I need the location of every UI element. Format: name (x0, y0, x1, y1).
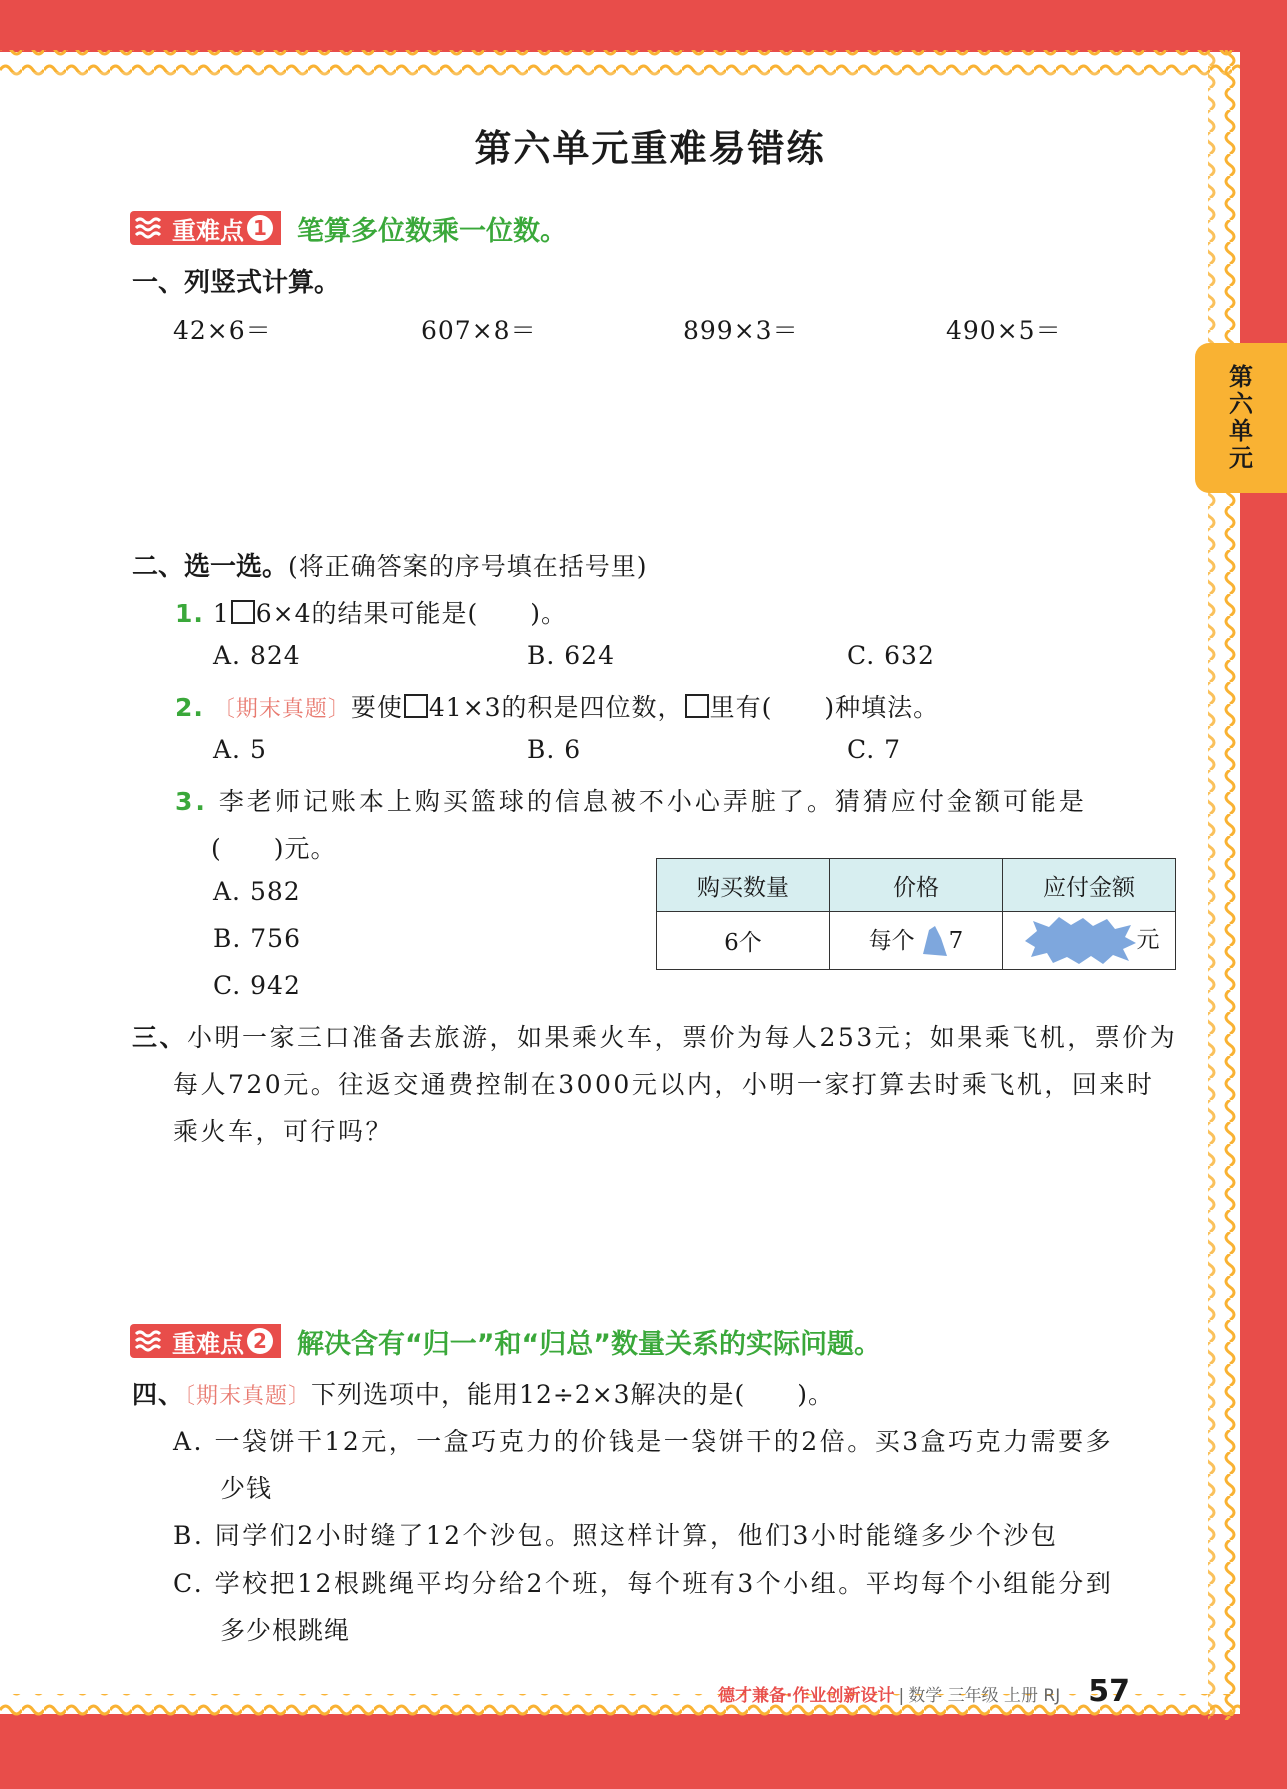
table-header: 价格 (830, 859, 1003, 912)
option: B. 624 (527, 641, 615, 670)
option-letter: B. (173, 1521, 205, 1550)
exam-tag: 〔期末真题〕 (212, 697, 351, 722)
question-text: 41×3的积是四位数， (428, 693, 684, 722)
blank-box (685, 694, 709, 718)
key-point-text: 笔算多位数乘一位数。 (297, 215, 567, 247)
option-a (173, 1422, 1113, 1458)
question-text: 里有( )种填法。 (709, 693, 940, 722)
key-point-label (168, 1324, 281, 1358)
key-point-label (168, 211, 281, 245)
question-text: 6×4的结果可能是( )。 (255, 599, 568, 628)
amount-unit: 元 (1136, 926, 1160, 953)
option: C. 942 (213, 971, 301, 1000)
section-2-heading (132, 546, 648, 583)
key-point-label-text: 重难点 (172, 216, 244, 245)
option: C. 7 (847, 735, 902, 764)
option-b (173, 1516, 1058, 1552)
option-text: 一袋饼干12元，一盒巧克力的价钱是一袋饼干的2倍。买3盒巧克力需要多 (214, 1427, 1114, 1456)
section-3-line: 乘火车，可行吗？ (173, 1117, 394, 1146)
table-header: 应付金额 (1003, 859, 1176, 912)
footer-separator: | (898, 1686, 905, 1706)
table-header: 购买数量 (657, 859, 830, 912)
purchase-table (656, 858, 1176, 970)
blank-box (404, 694, 428, 718)
waves-icon (130, 211, 168, 245)
exam-tag: 〔期末真题〕 (184, 1384, 312, 1409)
calc-problem: 490×5＝ (946, 316, 1062, 345)
unit-side-tab (1195, 343, 1287, 493)
ink-blot (1019, 917, 1137, 965)
section-3-line: 三、小明一家三口准备去旅游，如果乘火车，票价为每人253元；如果乘飞机，票价为 (132, 1023, 1178, 1052)
option-a-cont: 少钱 (220, 1474, 273, 1503)
section-1-heading: 一、列竖式计算。 (132, 268, 341, 298)
section-2-note: (将正确答案的序号填在括号里) (288, 552, 648, 581)
option: B. 756 (213, 924, 301, 953)
side-tab-char: 单 (1229, 417, 1253, 445)
option-letter: A. (173, 1427, 205, 1456)
key-point-number: 2 (247, 1328, 273, 1354)
question-number: 3. (175, 787, 208, 816)
key-point-label-text: 重难点 (172, 1329, 244, 1358)
section-2-title: 二、选一选。 (132, 552, 289, 582)
question-text: ( )元。 (211, 834, 337, 863)
table-cell: 6个 (657, 912, 830, 970)
question-text: 要使 (350, 693, 403, 722)
option-c-cont: 多少根跳绳 (220, 1616, 351, 1645)
option: A. 582 (213, 877, 301, 906)
footer-info: 数学 三年级 上册 RJ (908, 1686, 1061, 1706)
calc-problem: 607×8＝ (421, 316, 537, 345)
waves-icon (130, 1324, 168, 1358)
question-2-1 (175, 594, 567, 630)
option-c (173, 1564, 1113, 1600)
option-text: 同学们2小时缝了12个沙包。照这样计算，他们3小时能缝多少个沙包 (214, 1521, 1059, 1550)
page-title: 第六单元重难易错练 (474, 127, 826, 170)
side-tab-char: 六 (1229, 390, 1253, 418)
ink-blot (915, 924, 949, 960)
option-letter: C. (173, 1569, 205, 1598)
calc-problem: 42×6＝ (173, 316, 272, 345)
page-number: 57 (1088, 1674, 1130, 1709)
option-text: 学校把12根跳绳平均分给2个班，每个班有3个小组。平均每个小组能分到 (214, 1569, 1114, 1598)
question-text: 下列选项中，能用12÷2×3解决的是( )。 (311, 1380, 835, 1409)
section-4-prefix: 四、 (132, 1380, 185, 1409)
price-digit: 7 (948, 927, 964, 954)
option: B. 6 (527, 735, 582, 764)
section-4-question (132, 1375, 834, 1411)
question-number: 2. (175, 693, 204, 722)
option: A. 5 (213, 735, 267, 764)
footer-brand: 德才兼备·作业创新设计 (718, 1686, 895, 1706)
side-tab-char: 元 (1229, 444, 1253, 472)
calc-problem: 899×3＝ (683, 316, 799, 345)
table-cell-price (830, 912, 1003, 970)
table-cell-amount (1003, 912, 1176, 970)
question-2-3 (175, 782, 1087, 818)
key-point-number: 1 (247, 215, 273, 241)
blank-box (231, 600, 255, 624)
question-2-2 (175, 688, 939, 724)
question-text: 李老师记账本上购买篮球的信息被不小心弄脏了。猜猜应付金额可能是 (218, 787, 1087, 816)
side-tab-char: 第 (1229, 363, 1253, 391)
key-point-text: 解决含有“归一”和“归总”数量关系的实际问题。 (297, 1328, 881, 1360)
key-point-2 (130, 1322, 881, 1360)
section-3-text: 小明一家三口准备去旅游，如果乘火车，票价为每人253元；如果乘飞机，票价为 (187, 1023, 1178, 1052)
question-number: 1. (175, 599, 204, 628)
section-3-line: 每人720元。往返交通费控制在3000元以内，小明一家打算去时乘飞机，回来时 (173, 1070, 1155, 1099)
question-text: 1 (212, 599, 230, 628)
footer (718, 1674, 1130, 1709)
option: A. 824 (213, 641, 301, 670)
option: C. 632 (847, 641, 935, 670)
key-point-1 (130, 209, 567, 247)
price-label: 每个 (868, 927, 915, 954)
